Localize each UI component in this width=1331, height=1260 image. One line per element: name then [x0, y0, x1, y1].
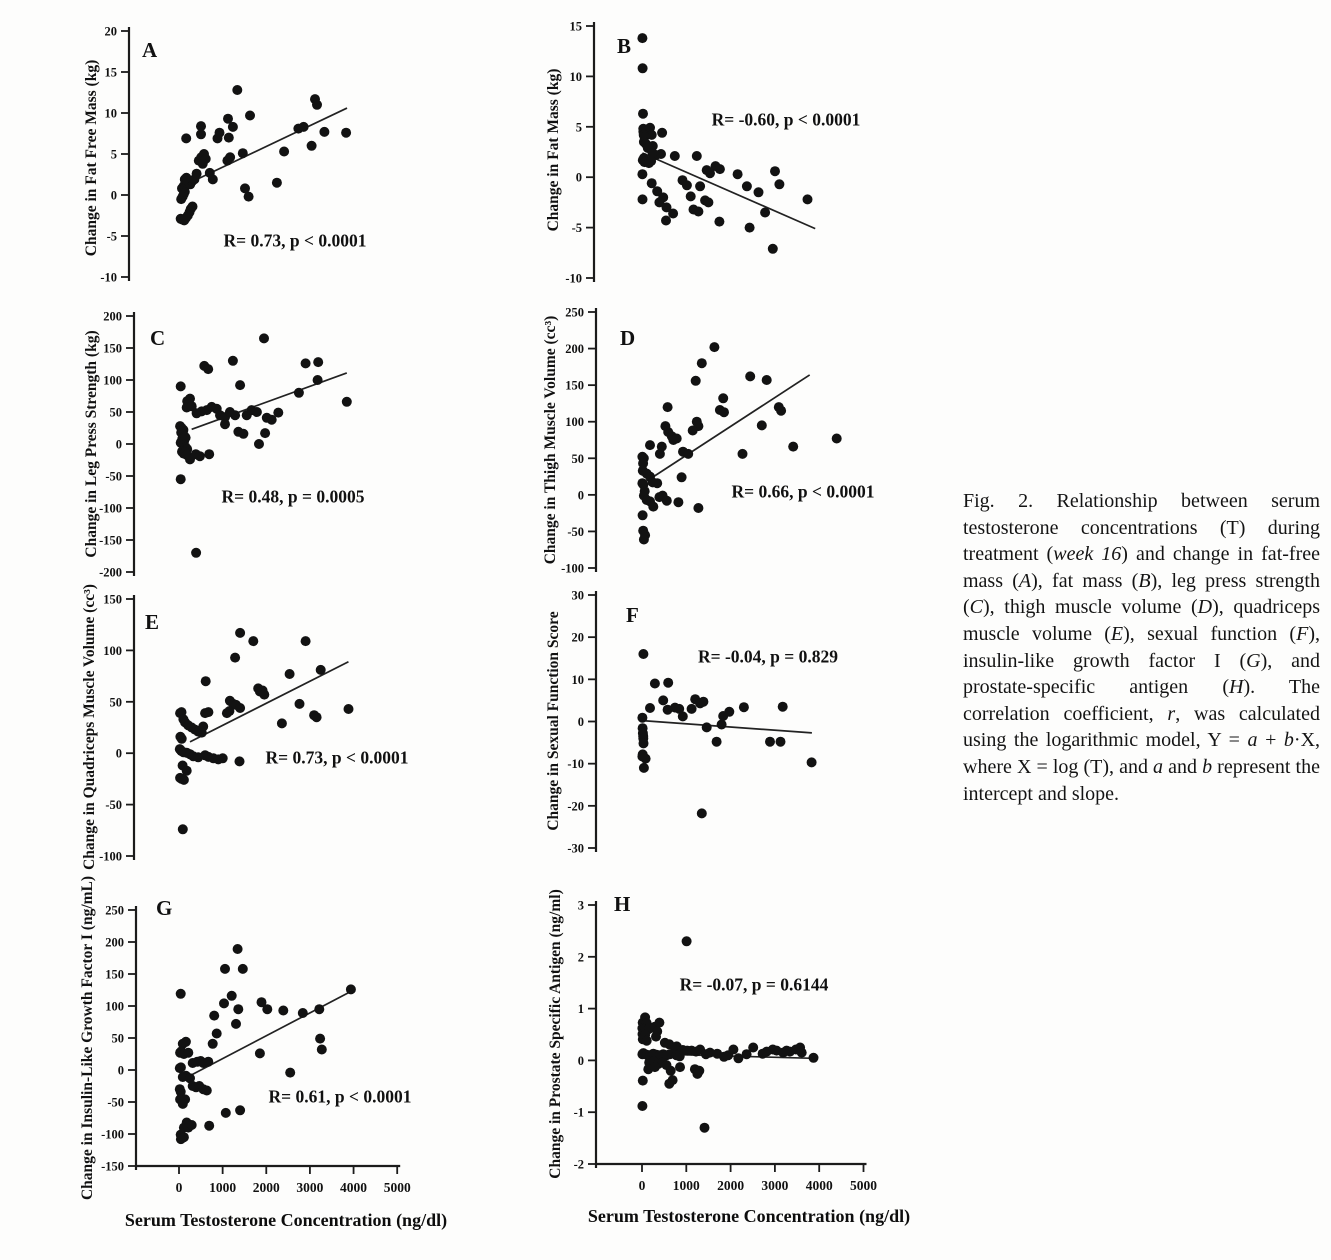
panel-H-y-axis-label: Change in Prostate Specific Antigen (ng/ml): [547, 889, 564, 1179]
data-point: [692, 1069, 702, 1079]
data-point: [187, 1120, 197, 1130]
y-tick-label: -100: [99, 849, 122, 864]
data-point: [738, 449, 748, 459]
y-tick-label: 2: [577, 950, 584, 965]
data-point: [307, 141, 317, 151]
data-point: [682, 180, 692, 190]
y-tick-label: 3: [577, 898, 584, 913]
data-point: [316, 665, 326, 675]
data-point: [748, 1043, 758, 1053]
panel-F-stats: R= -0.04, p = 0.829: [697, 646, 839, 667]
data-point: [757, 420, 767, 430]
data-point: [658, 695, 668, 705]
data-point: [832, 434, 842, 444]
x-tick-label: 3000: [761, 1178, 789, 1193]
data-point: [222, 156, 232, 166]
data-point: [648, 148, 658, 158]
data-point: [235, 703, 245, 713]
data-point: [672, 434, 682, 444]
data-point: [178, 824, 188, 834]
y-tick-label: 15: [104, 65, 117, 80]
y-tick-label: -5: [106, 229, 117, 244]
data-point: [313, 375, 323, 385]
data-point: [235, 1105, 245, 1115]
data-point: [254, 439, 264, 449]
data-point: [230, 410, 240, 420]
y-tick-label: 0: [115, 746, 122, 761]
data-point: [652, 478, 662, 488]
y-tick-label: -30: [567, 841, 584, 856]
data-point: [208, 1039, 218, 1049]
data-point: [754, 187, 764, 197]
panel-B-y-axis-label: Change in Fat Mass (kg): [545, 68, 562, 232]
data-point: [181, 173, 191, 183]
data-point: [693, 503, 703, 513]
data-point: [215, 128, 225, 138]
data-point: [294, 388, 304, 398]
data-point: [285, 1068, 295, 1078]
y-tick-label: 100: [565, 415, 584, 430]
data-point: [733, 169, 743, 179]
data-point: [718, 393, 728, 403]
y-tick-label: 5: [575, 120, 582, 135]
data-point: [233, 944, 243, 954]
y-tick-label: 250: [105, 903, 124, 918]
data-point: [244, 192, 254, 202]
data-point: [697, 358, 707, 368]
data-point: [181, 133, 191, 143]
data-point: [762, 375, 772, 385]
data-point: [341, 128, 351, 138]
data-point: [255, 1048, 265, 1058]
data-point: [648, 502, 658, 512]
y-tick-label: 0: [577, 1053, 584, 1068]
y-tick-label: 0: [117, 1063, 124, 1078]
data-point: [739, 702, 749, 712]
data-point: [664, 1079, 674, 1089]
data-point: [788, 442, 798, 452]
x-tick-label: 3000: [296, 1180, 324, 1195]
data-point: [272, 178, 282, 188]
data-point: [637, 169, 647, 179]
data-point: [220, 964, 230, 974]
y-tick-label: 100: [103, 643, 122, 658]
data-point: [238, 429, 248, 439]
data-point: [662, 496, 672, 506]
data-point: [228, 122, 238, 132]
y-tick-label: 20: [104, 24, 117, 39]
y-tick-label: -10: [565, 271, 582, 286]
panel-E: [99, 593, 353, 864]
data-point: [233, 1004, 243, 1014]
panel-A-stats: R= 0.73, p < 0.0001: [223, 230, 367, 251]
data-point: [717, 720, 727, 730]
y-tick-label: -50: [105, 798, 122, 813]
data-point: [218, 753, 228, 763]
data-point: [650, 679, 660, 689]
data-point: [705, 168, 715, 178]
panel-D: [561, 306, 842, 576]
panel-G-stats: R= 0.61, p < 0.0001: [268, 1086, 412, 1107]
y-tick-label: -100: [99, 501, 122, 516]
y-tick-label: 250: [565, 305, 584, 320]
data-point: [697, 808, 707, 818]
data-point: [196, 129, 206, 139]
y-tick-label: -50: [107, 1095, 124, 1110]
data-point: [212, 1029, 222, 1039]
data-point: [277, 718, 287, 728]
panel-D-stats: R= 0.66, p < 0.0001: [731, 481, 875, 502]
y-tick-label: 0: [110, 188, 117, 203]
data-point: [238, 148, 248, 158]
data-point: [641, 754, 651, 764]
data-point: [687, 704, 697, 714]
data-point: [770, 166, 780, 176]
data-point: [188, 202, 198, 212]
data-point: [692, 151, 702, 161]
data-point: [203, 707, 213, 717]
data-point: [768, 244, 778, 254]
panel-F: [567, 589, 816, 856]
y-tick-label: 0: [577, 488, 584, 503]
panel-G-y-axis-label: Change in Insulin-Like Growth Factor I (ng/mL): [79, 875, 96, 1201]
data-point: [224, 133, 234, 143]
y-tick-label: -10: [567, 757, 584, 772]
data-point: [638, 109, 648, 119]
data-point: [714, 217, 724, 227]
y-tick-label: 200: [103, 309, 122, 324]
data-point: [176, 381, 186, 391]
y-tick-label: -2: [573, 1157, 584, 1172]
data-point: [176, 1062, 186, 1072]
data-point: [201, 676, 211, 686]
panel-C: [99, 310, 352, 580]
data-point: [807, 757, 817, 767]
data-point: [745, 223, 755, 233]
data-point: [181, 1037, 191, 1047]
data-point: [670, 151, 680, 161]
data-point: [677, 472, 687, 482]
data-point: [663, 678, 673, 688]
data-point: [259, 333, 269, 343]
data-point: [691, 376, 701, 386]
data-point: [192, 169, 202, 179]
data-point: [645, 440, 655, 450]
x-axis-title-right: Serum Testosterone Concentration (ng/dl): [587, 1206, 911, 1226]
y-tick-label: -100: [101, 1127, 124, 1142]
data-point: [668, 209, 678, 219]
x-tick-label: 4000: [805, 1178, 833, 1193]
data-point: [313, 357, 323, 367]
y-tick-label: 10: [571, 672, 584, 687]
data-point: [301, 636, 311, 646]
data-point: [776, 406, 786, 416]
data-point: [185, 454, 195, 464]
y-tick-label: 15: [569, 19, 582, 34]
data-point: [639, 738, 649, 748]
panel-C-letter: C: [150, 326, 166, 350]
data-point: [724, 707, 734, 717]
panel-D-letter: D: [620, 326, 636, 350]
y-tick-label: -100: [561, 561, 584, 576]
panel-F-y-axis-label: Change in Sexual Function Score: [545, 611, 562, 831]
data-point: [715, 164, 725, 174]
y-tick-label: -10: [100, 270, 117, 285]
data-point: [719, 407, 729, 417]
data-point: [638, 63, 648, 73]
data-point: [295, 699, 305, 709]
data-point: [709, 342, 719, 352]
data-point: [797, 1048, 807, 1058]
data-point: [235, 628, 245, 638]
data-point: [645, 703, 655, 713]
data-point: [191, 548, 201, 558]
data-point: [678, 711, 688, 721]
data-point: [227, 991, 237, 1001]
y-tick-label: -50: [567, 524, 584, 539]
panel-B: [565, 20, 815, 286]
data-point: [259, 690, 269, 700]
data-point: [248, 636, 258, 646]
y-tick-label: -20: [567, 799, 584, 814]
y-tick-label: 150: [565, 378, 584, 393]
data-point: [319, 127, 329, 137]
panel-H: [574, 899, 878, 1194]
data-point: [312, 712, 322, 722]
data-point: [637, 713, 647, 723]
y-tick-label: 50: [109, 405, 122, 420]
data-point: [299, 122, 309, 132]
data-point: [675, 1062, 685, 1072]
data-point: [344, 704, 354, 714]
y-tick-label: -150: [101, 1159, 124, 1174]
y-tick-label: 1: [577, 1002, 584, 1017]
panel-E-stats: R= 0.73, p < 0.0001: [265, 747, 409, 768]
data-point: [639, 535, 649, 545]
data-point: [204, 1121, 214, 1131]
data-point: [231, 1019, 241, 1029]
y-tick-label: 0: [575, 170, 582, 185]
data-point: [342, 397, 352, 407]
data-point: [712, 737, 722, 747]
y-tick-label: 0: [115, 437, 122, 452]
y-tick-label: 50: [571, 451, 584, 466]
panel-G-letter: G: [156, 896, 173, 920]
data-point: [262, 1004, 272, 1014]
y-tick-label: 200: [105, 935, 124, 950]
data-point: [176, 1134, 186, 1144]
figure-caption: Fig. 2. Relationship between serum testosterone concentrations (T) during treatment (week 16) and change in fat-free mass (A), fat mass (B), leg press strength (C), thigh muscle volume (D), quadriceps muscle volume (E), sexual function (F), insulin-like growth factor I (G), and prostate-specific antigen (H). The correlation coefficient, r, was calculated using the logarithmic model, Y = a + b·X, where X = log (T), and a and b represent the intercept and slope.: [963, 490, 1321, 805]
data-point: [638, 1076, 648, 1086]
data-point: [204, 449, 214, 459]
x-tick-label: 4000: [340, 1180, 368, 1195]
data-point: [638, 194, 648, 204]
x-axis-title-left: Serum Testosterone Concentration (ng/dl): [124, 1210, 448, 1230]
data-point: [317, 1045, 327, 1055]
x-tick-label: 5000: [383, 1180, 411, 1195]
panel-B-stats: R= -0.60, p < 0.0001: [711, 109, 861, 130]
data-point: [178, 1099, 188, 1109]
y-tick-label: 20: [571, 630, 584, 645]
x-tick-label: 1000: [209, 1180, 237, 1195]
data-point: [742, 181, 752, 191]
data-point: [688, 426, 698, 436]
y-tick-label: -5: [571, 221, 582, 236]
y-tick-label: 0: [577, 715, 584, 729]
y-tick-label: 200: [565, 342, 584, 357]
data-point: [252, 407, 262, 417]
y-tick-label: 150: [103, 341, 122, 356]
data-point: [346, 984, 356, 994]
data-point: [235, 380, 245, 390]
data-point: [198, 159, 208, 169]
data-point: [760, 208, 770, 218]
x-tick-label: 5000: [850, 1178, 877, 1193]
y-tick-label: 150: [103, 592, 122, 607]
data-point: [315, 1034, 325, 1044]
x-tick-label: 2000: [252, 1180, 280, 1195]
data-point: [703, 197, 713, 207]
data-point: [209, 1011, 219, 1021]
data-point: [637, 1101, 647, 1111]
data-point: [279, 147, 289, 157]
data-point: [702, 722, 712, 732]
y-tick-label: 5: [110, 147, 117, 162]
data-point: [208, 174, 218, 184]
data-point: [301, 358, 311, 368]
data-point: [650, 1062, 660, 1072]
data-point: [220, 419, 230, 429]
data-point: [683, 449, 693, 459]
trend-line: [190, 662, 348, 742]
data-point: [661, 216, 671, 226]
data-point: [682, 936, 692, 946]
data-point: [285, 669, 295, 679]
data-point: [700, 1123, 710, 1133]
panel-F-letter: F: [626, 603, 639, 627]
data-point: [803, 194, 813, 204]
data-point: [774, 179, 784, 189]
data-point: [312, 100, 322, 110]
x-tick-label: 0: [175, 1180, 183, 1195]
data-point: [638, 649, 648, 659]
panel-A-y-axis-label: Change in Fat Free Mass (kg): [83, 59, 100, 257]
panel-E-y-axis-label: Change in Quadriceps Muscle Volume (cc³): [81, 584, 98, 870]
data-point: [195, 451, 205, 461]
y-tick-label: 50: [111, 1031, 124, 1046]
trend-line: [642, 721, 811, 733]
data-point: [245, 111, 255, 121]
data-point: [654, 1018, 664, 1028]
x-tick-label: 2000: [717, 1178, 745, 1193]
x-tick-label: 0: [638, 1178, 646, 1193]
data-point: [809, 1053, 819, 1063]
x-tick-label: 1000: [672, 1178, 700, 1193]
data-point: [260, 428, 270, 438]
data-point: [695, 181, 705, 191]
data-point: [728, 1045, 738, 1055]
data-point: [238, 964, 248, 974]
panel-G: [101, 904, 411, 1196]
data-point: [638, 510, 648, 520]
data-point: [235, 756, 245, 766]
data-point: [686, 191, 696, 201]
data-point: [176, 989, 186, 999]
data-point: [642, 1036, 652, 1046]
data-point: [267, 415, 277, 425]
data-point: [776, 737, 786, 747]
data-point: [179, 775, 189, 785]
data-point: [693, 207, 703, 217]
data-point: [176, 474, 186, 484]
panel-H-stats: R= -0.07, p = 0.6144: [679, 974, 829, 995]
data-point: [203, 1057, 213, 1067]
data-point: [221, 1108, 231, 1118]
y-tick-label: -50: [105, 469, 122, 484]
data-point: [183, 1048, 193, 1058]
data-point: [203, 364, 213, 374]
data-point: [230, 653, 240, 663]
data-point: [663, 402, 673, 412]
data-point: [219, 998, 229, 1008]
data-point: [228, 356, 238, 366]
data-point: [745, 371, 755, 381]
data-point: [637, 33, 647, 43]
y-tick-label: 150: [105, 967, 124, 982]
data-point: [657, 128, 667, 138]
y-tick-label: 100: [105, 999, 124, 1014]
y-tick-label: -1: [573, 1105, 584, 1120]
y-tick-label: 10: [104, 106, 117, 121]
y-tick-label: 10: [569, 69, 582, 84]
panel-H-letter: H: [614, 892, 631, 916]
panel-C-stats: R= 0.48, p = 0.0005: [221, 486, 365, 507]
data-point: [698, 697, 708, 707]
panel-B-letter: B: [617, 34, 632, 58]
data-point: [639, 763, 649, 773]
data-point: [232, 85, 242, 95]
data-point: [298, 1008, 308, 1018]
panel-E-letter: E: [145, 610, 160, 634]
data-point: [202, 1086, 212, 1096]
data-point: [651, 1032, 661, 1042]
panel-D-y-axis-label: Change in Thigh Muscle Volume (cc³): [542, 315, 559, 565]
data-point: [278, 1006, 288, 1016]
y-tick-label: 30: [571, 588, 584, 603]
data-point: [647, 178, 657, 188]
data-point: [314, 1004, 324, 1014]
data-point: [655, 449, 665, 459]
panel-C-y-axis-label: Change in Leg Press Strength (kg): [83, 330, 100, 558]
data-point: [666, 1066, 676, 1076]
y-tick-label: 50: [109, 695, 122, 710]
y-tick-label: -150: [99, 533, 122, 548]
data-point: [198, 722, 208, 732]
data-point: [778, 702, 788, 712]
data-point: [224, 706, 234, 716]
data-point: [673, 497, 683, 507]
y-tick-label: -200: [99, 565, 122, 580]
data-point: [765, 737, 775, 747]
data-point: [177, 734, 187, 744]
y-tick-label: 100: [103, 373, 122, 388]
panel-A-letter: A: [142, 38, 158, 62]
